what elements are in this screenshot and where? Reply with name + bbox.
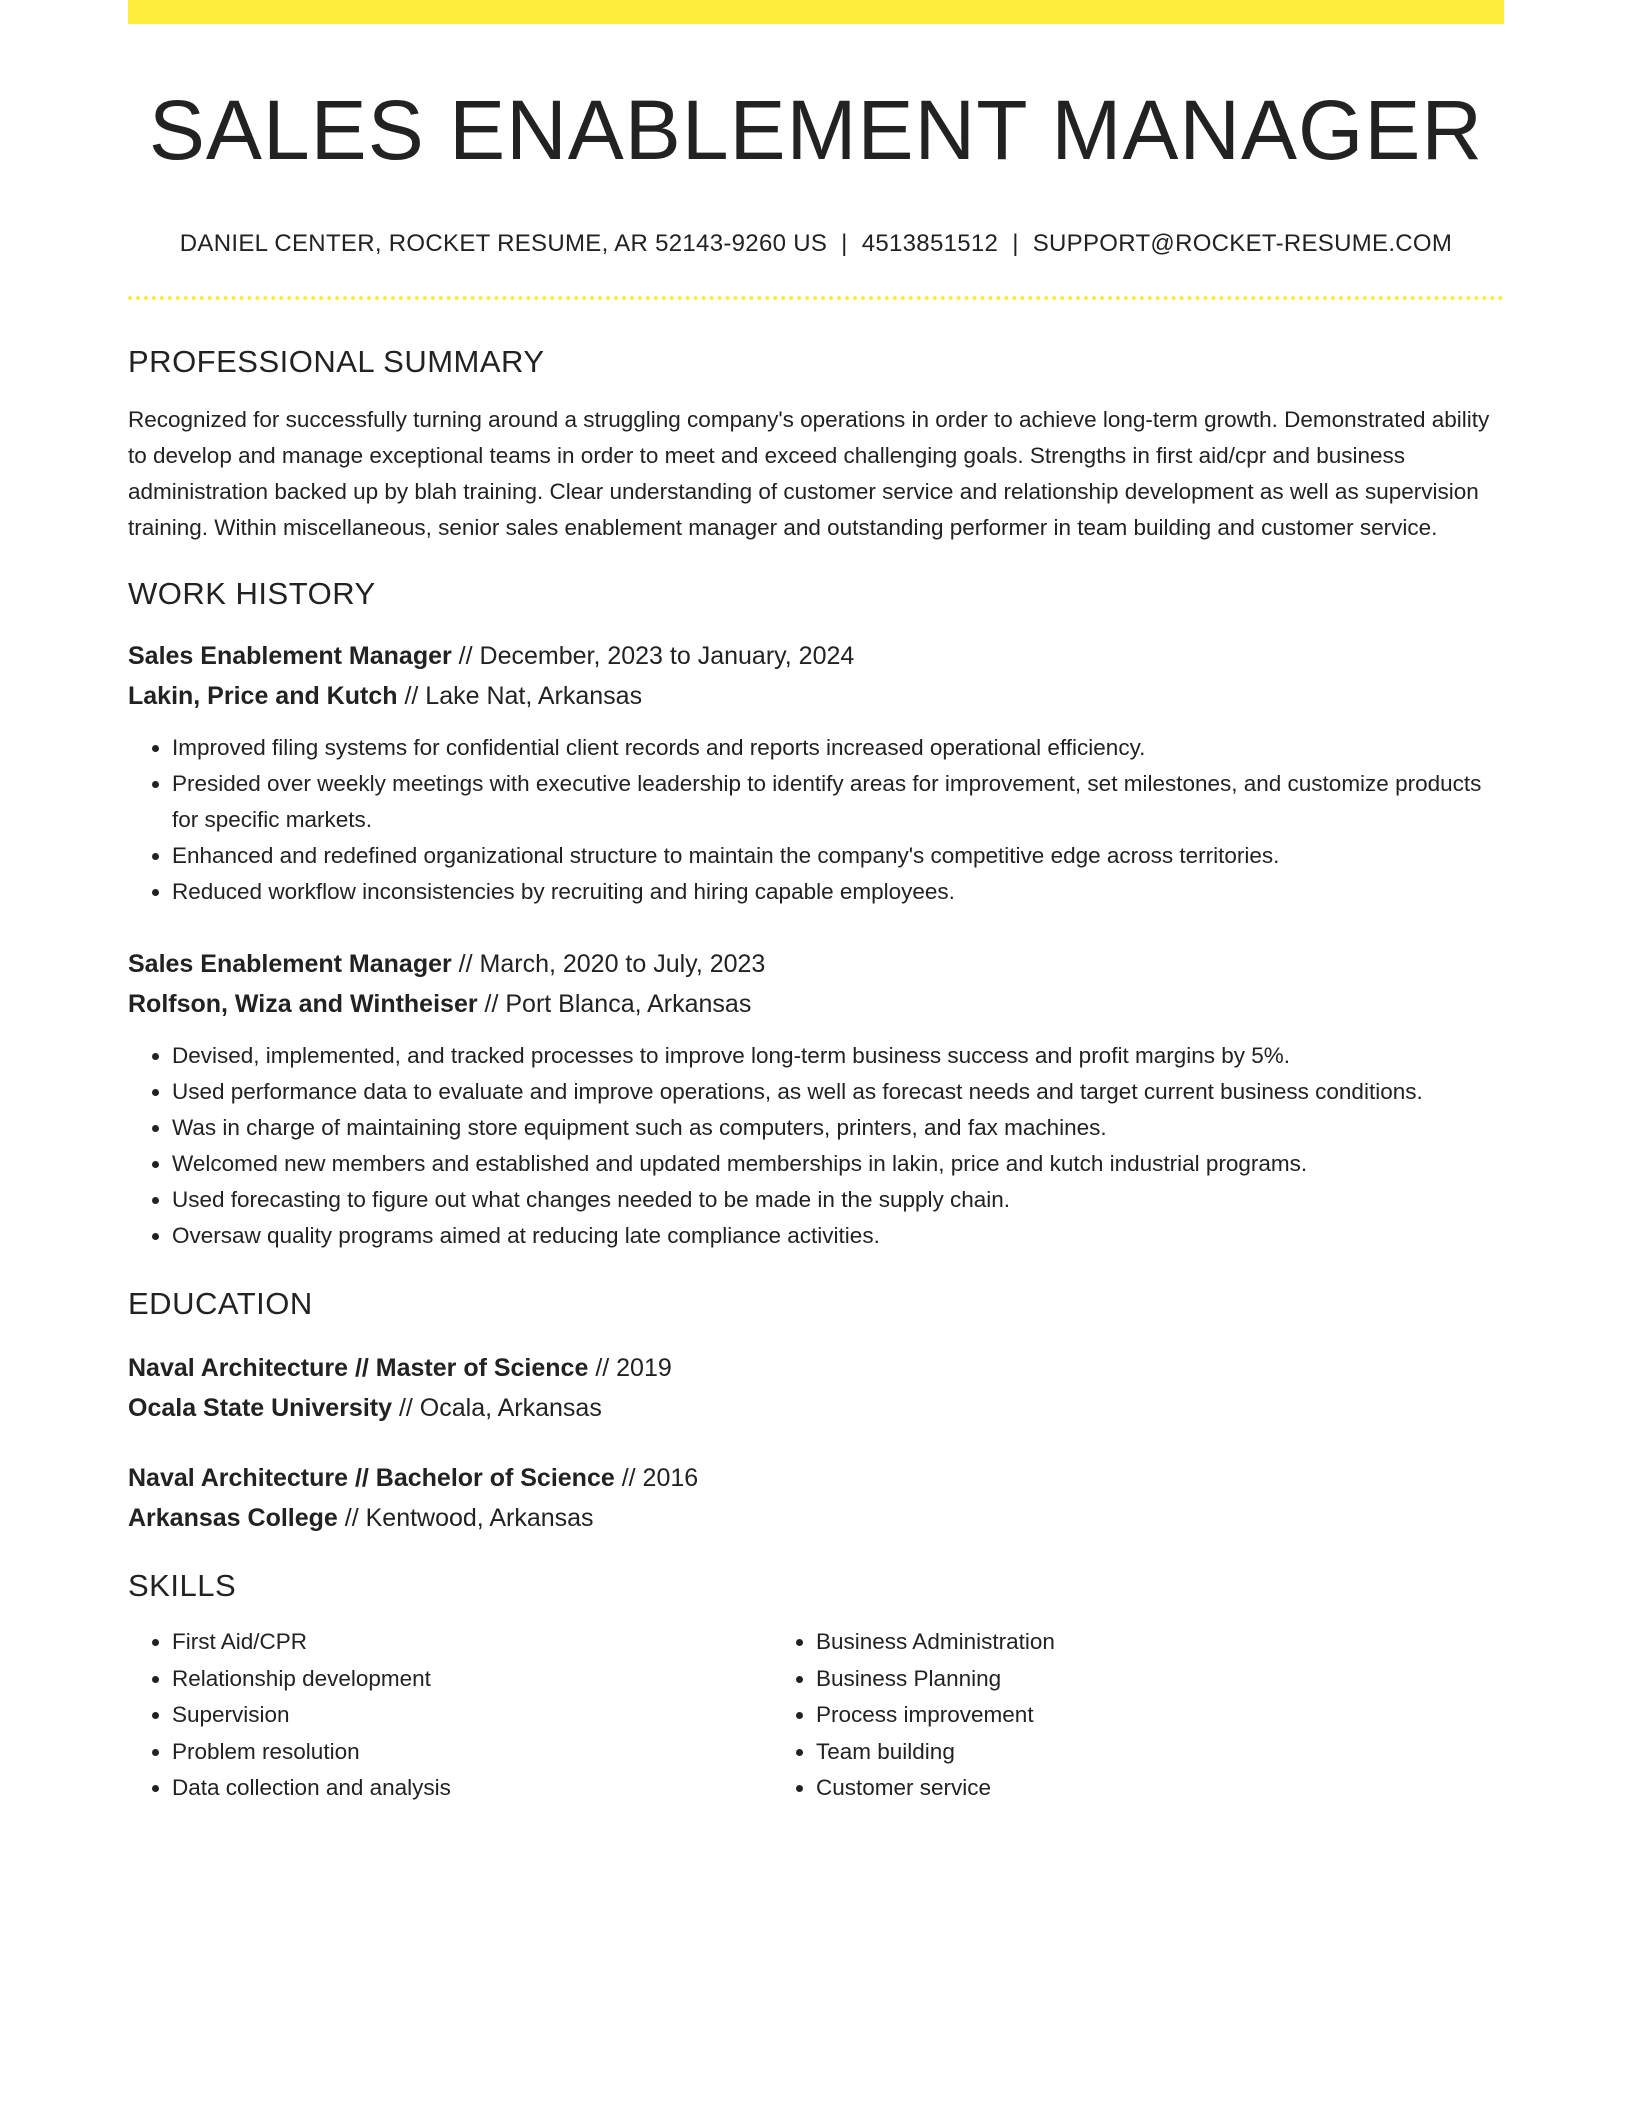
- job-bullet: • Oversaw quality programs aimed at reducing late compliance activities.: [172, 1218, 1504, 1254]
- job-location: // Port Blanca, Arkansas: [477, 990, 752, 1018]
- summary-heading: PROFESSIONAL SUMMARY: [128, 344, 545, 379]
- education-degree-line: [128, 1458, 1504, 1498]
- job-bullet: • Presided over weekly meetings with executive leadership to identify areas for improvement, set milestones, and customize products for specific markets.: [172, 766, 1504, 838]
- job-company-line: [128, 676, 1504, 716]
- skill-item: • Process improvement: [816, 1697, 1392, 1734]
- contact-phone: 4513851512: [861, 230, 999, 257]
- contact-separator: |: [841, 230, 848, 257]
- job-bullet: • Was in charge of maintaining store equipment such as computers, printers, and fax machines.: [172, 1110, 1504, 1146]
- skill-item: • Relationship development: [172, 1661, 760, 1698]
- job-bullets: [128, 730, 1504, 910]
- contact-separator: |: [1012, 230, 1019, 257]
- skill-item: • Team building: [816, 1734, 1392, 1771]
- job-bullet: • Welcomed new members and established and updated memberships in lakin, price and kutch industrial programs.: [172, 1146, 1504, 1182]
- job-dates: // December, 2023 to January, 2024: [451, 642, 855, 670]
- education-degree: Naval Architecture // Master of Science: [128, 1354, 589, 1382]
- contact-email: SUPPORT@ROCKET-RESUME.COM: [1032, 230, 1453, 257]
- skill-item: • Problem resolution: [172, 1734, 760, 1771]
- job-dates: // March, 2020 to July, 2023: [451, 950, 766, 978]
- job-bullet: • Enhanced and redefined organizational structure to maintain the company's competitive edge across territories.: [172, 838, 1504, 874]
- education-degree-line: [128, 1348, 1504, 1388]
- skills-columns: [128, 1624, 1504, 1807]
- education-school-line: [128, 1498, 1504, 1538]
- summary-text: Recognized for successfully turning around a struggling company's operations in order to achieve long-term growth. Demonstrated ability to develop and manage exceptional teams in order to meet and exceed challenging goals. Strengths in first aid/cpr and business administration backed up by blah training. Clear understanding of customer service and relationship development as well as supervision training. Within miscellaneous, senior sales enablement manager and outstanding performer in team building and customer service.: [128, 407, 1490, 540]
- education-school-line: [128, 1388, 1504, 1428]
- job-company-line: [128, 984, 1504, 1024]
- skills-list-right: [760, 1624, 1392, 1807]
- skill-item: • Supervision: [172, 1697, 760, 1734]
- education-location: // Kentwood, Arkansas: [337, 1504, 594, 1532]
- dotted-divider: [128, 296, 1504, 300]
- job-bullets: [128, 1038, 1504, 1254]
- skill-item: • First Aid/CPR: [172, 1624, 760, 1661]
- education-location: // Ocala, Arkansas: [392, 1394, 602, 1422]
- job-bullet: • Used performance data to evaluate and improve operations, as well as forecast needs and target current business conditions.: [172, 1074, 1504, 1110]
- education-heading: EDUCATION: [128, 1286, 313, 1321]
- job-company: Rolfson, Wiza and Wintheiser: [128, 990, 478, 1018]
- contact-line: [128, 228, 1504, 260]
- skill-item: • Business Planning: [816, 1661, 1392, 1698]
- work-history-heading: WORK HISTORY: [128, 576, 376, 611]
- job-bullet: • Improved filing systems for confidential client records and reports increased operational efficiency.: [172, 730, 1504, 766]
- contact-address: DANIEL CENTER, ROCKET RESUME, AR 52143-9260 US: [179, 230, 828, 257]
- education-school: Ocala State University: [128, 1394, 393, 1422]
- resume-title: SALES ENABLEMENT MANAGER: [148, 83, 1484, 177]
- skill-item: • Data collection and analysis: [172, 1770, 760, 1807]
- job-bullet: • Reduced workflow inconsistencies by recruiting and hiring capable employees.: [172, 874, 1504, 910]
- top-accent-bar: [128, 0, 1504, 24]
- resume-page: [128, 0, 1504, 1807]
- job-title-line: [128, 636, 1504, 676]
- job-company: Lakin, Price and Kutch: [128, 682, 398, 710]
- job-role: Sales Enablement Manager: [128, 950, 452, 978]
- job-bullet: • Devised, implemented, and tracked processes to improve long-term business success and profit margins by 5%.: [172, 1038, 1504, 1074]
- education-school: Arkansas College: [128, 1504, 338, 1532]
- job-location: // Lake Nat, Arkansas: [397, 682, 643, 710]
- education-year: // 2019: [588, 1354, 672, 1382]
- education-degree: Naval Architecture // Bachelor of Science: [128, 1464, 615, 1492]
- skills-heading: SKILLS: [128, 1568, 237, 1603]
- job-bullet: • Used forecasting to figure out what changes needed to be made in the supply chain.: [172, 1182, 1504, 1218]
- skill-item: • Customer service: [816, 1770, 1392, 1807]
- education-year: // 2016: [614, 1464, 699, 1492]
- job-role: Sales Enablement Manager: [128, 642, 452, 670]
- skills-list-left: [128, 1624, 760, 1807]
- job-title-line: [128, 944, 1504, 984]
- skill-item: • Business Administration: [816, 1624, 1392, 1661]
